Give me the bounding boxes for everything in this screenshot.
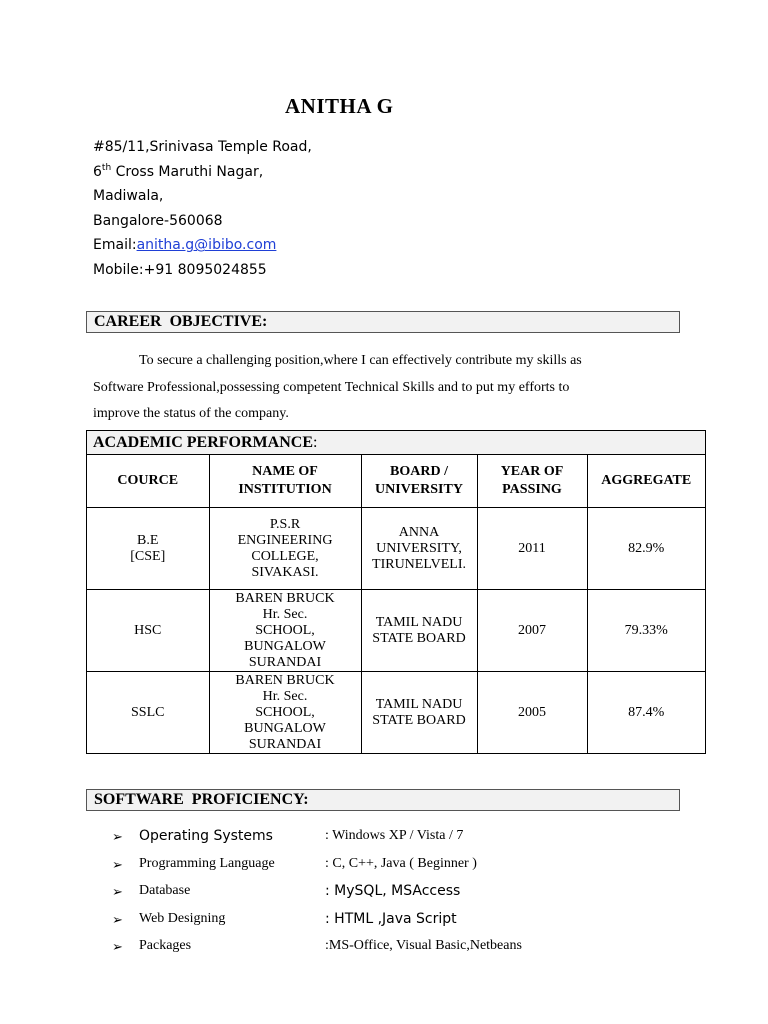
software-category: Packages	[139, 938, 192, 953]
cell-line: P.S.R	[269, 516, 301, 532]
arrow-bullet-icon: ➢	[112, 939, 123, 954]
column-header: BOARD / UNIVERSITY	[361, 455, 477, 508]
table-row	[87, 508, 705, 590]
cell-line: TIRUNELVELI.	[372, 556, 466, 572]
column-header: COURCE	[87, 455, 209, 508]
cell-board	[361, 672, 477, 754]
academic-table-body	[87, 508, 705, 754]
column-header: YEAR OF PASSING	[477, 455, 587, 508]
academic-performance-section	[86, 430, 706, 754]
address-line-3: Madiwala,	[93, 188, 164, 205]
cell-course	[87, 590, 209, 672]
career-objective-heading: CAREER OBJECTIVE:	[86, 311, 680, 333]
cell-line: BUNGALOW	[244, 638, 326, 654]
cell-line: Hr. Sec.	[262, 606, 308, 622]
cell-line: ANNA	[398, 524, 440, 540]
cell-line: ENGINEERING	[237, 532, 333, 548]
cell-line: SSLC	[131, 704, 165, 720]
address-line-2-suffix: th	[101, 162, 112, 173]
academic-performance-heading	[87, 431, 705, 455]
academic-heading-colon: :	[312, 434, 318, 451]
cell-aggregate: 82.9%	[587, 508, 705, 590]
cell-line: SURANDAI	[248, 654, 322, 670]
arrow-bullet-icon: ➢	[112, 911, 123, 927]
email-link[interactable]: anitha.g@ibibo.com	[136, 237, 277, 254]
software-value: : HTML ,Java Script	[325, 910, 457, 927]
contact-block	[93, 135, 312, 283]
software-value: : Windows XP / Vista / 7	[325, 828, 464, 843]
cell-aggregate: 87.4%	[587, 672, 705, 754]
address-line-2-number: 6	[93, 163, 102, 180]
cell-line: [CSE]	[130, 548, 166, 564]
cell-line: SCHOOL,	[255, 704, 315, 720]
table-row	[87, 672, 705, 754]
cell-line: TAMIL NADU	[375, 696, 463, 712]
objective-line-1: To secure a challenging position,where I can effectively contribute my skills as	[139, 353, 582, 368]
cell-line: COLLEGE,	[251, 548, 319, 564]
cell-line: BUNGALOW	[244, 720, 326, 736]
cell-line: B.E	[137, 532, 159, 548]
cell-year: 2007	[477, 590, 587, 672]
cell-institution	[209, 672, 361, 754]
cell-institution	[209, 508, 361, 590]
cell-line: BAREN BRUCK	[235, 672, 335, 688]
cell-line: Hr. Sec.	[262, 688, 308, 704]
software-category: Programming Language	[139, 855, 275, 871]
objective-line-2: Software Professional,possessing competent Technical Skills and to put my efforts to	[93, 379, 570, 395]
table-row	[87, 590, 705, 672]
cell-line: HSC	[134, 622, 162, 638]
academic-table	[87, 455, 705, 753]
email-label: Email:	[93, 237, 137, 254]
academic-heading-text: ACADEMIC PERFORMANCE	[93, 434, 313, 451]
email-line	[93, 233, 312, 258]
cell-institution	[209, 590, 361, 672]
address-line-4: Bangalore-560068	[93, 212, 223, 229]
software-value: :MS-Office, Visual Basic,Netbeans	[325, 938, 522, 953]
column-header: NAME OF INSTITUTION	[209, 455, 361, 508]
cell-line: SURANDAI	[248, 736, 322, 752]
cell-board	[361, 590, 477, 672]
cell-line: BAREN BRUCK	[235, 590, 335, 606]
software-category: Operating Systems	[139, 828, 273, 844]
cell-line: UNIVERSITY,	[376, 540, 462, 556]
arrow-bullet-icon: ➢	[112, 856, 123, 872]
software-value: : C, C++, Java ( Beginner )	[325, 855, 477, 871]
column-header: AGGREGATE	[587, 455, 705, 508]
candidate-name: ANITHA G	[285, 94, 394, 118]
cell-aggregate: 79.33%	[587, 590, 705, 672]
address-line-2-text: Cross Maruthi Nagar,	[111, 163, 264, 180]
cell-line: SIVAKASI.	[251, 564, 319, 580]
software-category: Web Designing	[139, 910, 226, 926]
address-line-2	[93, 160, 312, 185]
cell-course	[87, 672, 209, 754]
cell-course	[87, 508, 209, 590]
mobile-line: Mobile:+91 8095024855	[93, 261, 267, 278]
arrow-bullet-icon: ➢	[112, 884, 123, 899]
career-objective-text	[93, 348, 653, 428]
cell-line: TAMIL NADU	[375, 614, 463, 630]
objective-line-3: improve the status of the company.	[93, 406, 289, 422]
cell-line: SCHOOL,	[255, 622, 315, 638]
address-line-1: #85/11,Srinivasa Temple Road,	[93, 139, 312, 155]
cell-line: STATE BOARD	[372, 630, 466, 646]
table-header-row	[87, 455, 705, 508]
cell-year: 2005	[477, 672, 587, 754]
cell-line: STATE BOARD	[372, 712, 466, 728]
software-category: Database	[139, 883, 191, 898]
software-value: : MySQL, MSAccess	[325, 883, 461, 899]
arrow-bullet-icon: ➢	[112, 829, 123, 844]
software-proficiency-heading: SOFTWARE PROFICIENCY:	[86, 789, 680, 811]
cell-year: 2011	[477, 508, 587, 590]
cell-board	[361, 508, 477, 590]
